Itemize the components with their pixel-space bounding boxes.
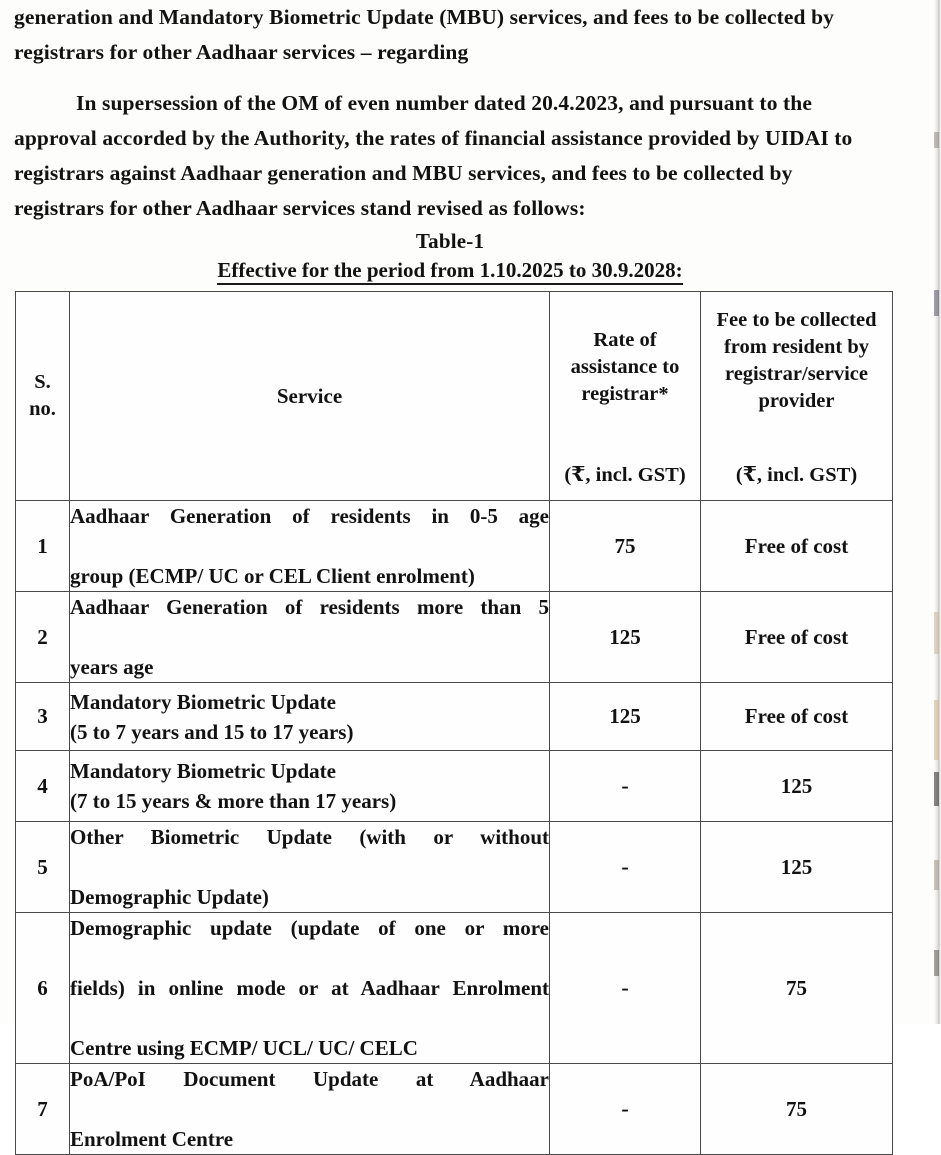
table-caption-subtitle bbox=[0, 258, 900, 283]
cell-fee: 125 bbox=[701, 751, 893, 822]
cell-fee: Free of cost bbox=[701, 592, 893, 683]
cell-service-line: (5 to 7 years and 15 to 17 years) bbox=[70, 719, 354, 744]
cell-service-line: years age bbox=[70, 655, 154, 679]
table-header-row bbox=[16, 292, 893, 501]
cell-fee: 75 bbox=[701, 1064, 893, 1155]
cell-fee: 75 bbox=[701, 913, 893, 1064]
cell-service-line: PoA/PoI Document Update at Aadhaar bbox=[70, 1067, 549, 1091]
column-header-fee bbox=[701, 292, 893, 501]
table-row bbox=[16, 913, 893, 1064]
cell-sno: 1 bbox=[16, 501, 70, 592]
cell-service-line: fields) in online mode or at Aadhaar Enrolment bbox=[70, 976, 549, 1000]
scan-artifact bbox=[934, 860, 939, 890]
cell-service bbox=[70, 751, 550, 822]
table-row bbox=[16, 683, 893, 751]
table-row bbox=[16, 751, 893, 822]
column-header-fee-main: Fee to be collected from resident by registrar/service provider bbox=[716, 309, 877, 412]
cell-service bbox=[70, 683, 550, 751]
column-header-sno-line1: S. bbox=[34, 371, 51, 393]
cell-rate: 75 bbox=[550, 501, 701, 592]
paragraph-line: registrars for other Aadhaar services – regarding bbox=[14, 40, 469, 64]
cell-service-line: Centre using ECMP/ UCL/ UC/ CELC bbox=[70, 1036, 418, 1060]
table-row bbox=[16, 592, 893, 683]
paragraph-line: In supersession of the OM of even number dated 20.4.2023, and pursuant to the bbox=[76, 91, 812, 115]
table-caption-subtitle-text: Effective for the period from 1.10.2025 to 30.9.2028: bbox=[217, 258, 682, 285]
scan-artifact bbox=[934, 950, 939, 976]
scan-edge-artifact bbox=[934, 0, 941, 1024]
table-body bbox=[16, 501, 893, 1155]
supersession-paragraph bbox=[14, 86, 894, 226]
column-header-service: Service bbox=[70, 292, 550, 501]
cell-fee: Free of cost bbox=[701, 683, 893, 751]
column-header-sno bbox=[16, 292, 70, 501]
cell-service-line: Mandatory Biometric Update bbox=[70, 689, 336, 714]
scan-artifact bbox=[934, 612, 939, 654]
cell-service bbox=[70, 501, 550, 592]
table-row bbox=[16, 1064, 893, 1155]
table-caption-title: Table-1 bbox=[415, 229, 485, 253]
cell-sno: 3 bbox=[16, 683, 70, 751]
scan-artifact bbox=[934, 132, 939, 148]
cell-service-line: Mandatory Biometric Update bbox=[70, 759, 336, 783]
column-header-rate-main: Rate of assistance to registrar* bbox=[570, 329, 680, 405]
cell-service-line: group (ECMP/ UC or CEL Client enrolment) bbox=[70, 564, 475, 588]
paragraph-line: generation and Mandatory Biometric Update (MBU) services, and fees to be collected by bbox=[14, 5, 834, 29]
paragraph-line: approval accorded by the Authority, the rates of financial assistance provided by UIDAI to bbox=[14, 126, 853, 150]
column-header-rate-unit: (₹, incl. GST) bbox=[564, 464, 686, 486]
column-header-fee-unit: (₹, incl. GST) bbox=[735, 464, 858, 486]
cell-service-line: Demographic Update) bbox=[70, 885, 269, 909]
scan-artifact bbox=[934, 772, 939, 806]
cell-service-line: Aadhaar Generation of residents in 0-5 age bbox=[70, 504, 549, 528]
scan-artifact bbox=[934, 290, 939, 316]
cell-service bbox=[70, 822, 550, 913]
cell-sno: 7 bbox=[16, 1064, 70, 1155]
cell-rate: 125 bbox=[550, 683, 701, 751]
scan-artifact bbox=[934, 700, 939, 760]
cell-service-line: Other Biometric Update (with or without bbox=[70, 825, 549, 849]
cell-sno: 5 bbox=[16, 822, 70, 913]
cell-rate: - bbox=[550, 913, 701, 1064]
subject-continuation-paragraph bbox=[14, 0, 894, 70]
rates-table bbox=[15, 291, 893, 1155]
paragraph-line: registrars for other Aadhaar services stand revised as follows: bbox=[14, 196, 586, 220]
cell-service bbox=[70, 913, 550, 1064]
cell-rate: - bbox=[550, 751, 701, 822]
cell-fee: 125 bbox=[701, 822, 893, 913]
cell-sno: 4 bbox=[16, 751, 70, 822]
cell-service-line: Aadhaar Generation of residents more than 5 bbox=[70, 595, 549, 619]
cell-service-line: Demographic update (update of one or more bbox=[70, 916, 549, 940]
cell-service-line: Enrolment Centre bbox=[70, 1127, 234, 1151]
cell-rate: 125 bbox=[550, 592, 701, 683]
column-header-sno-line2: no. bbox=[29, 398, 56, 420]
cell-sno: 2 bbox=[16, 592, 70, 683]
cell-rate: - bbox=[550, 1064, 701, 1155]
cell-service-line: (7 to 15 years & more than 17 years) bbox=[70, 789, 397, 813]
paragraph-line: registrars against Aadhaar generation and MBU services, and fees to be collected by bbox=[14, 161, 793, 185]
table-header bbox=[16, 292, 893, 501]
cell-rate: - bbox=[550, 822, 701, 913]
cell-service bbox=[70, 592, 550, 683]
cell-fee: Free of cost bbox=[701, 501, 893, 592]
cell-sno: 6 bbox=[16, 913, 70, 1064]
column-header-rate bbox=[550, 292, 701, 501]
cell-service bbox=[70, 1064, 550, 1155]
table-row bbox=[16, 501, 893, 592]
table-row bbox=[16, 822, 893, 913]
